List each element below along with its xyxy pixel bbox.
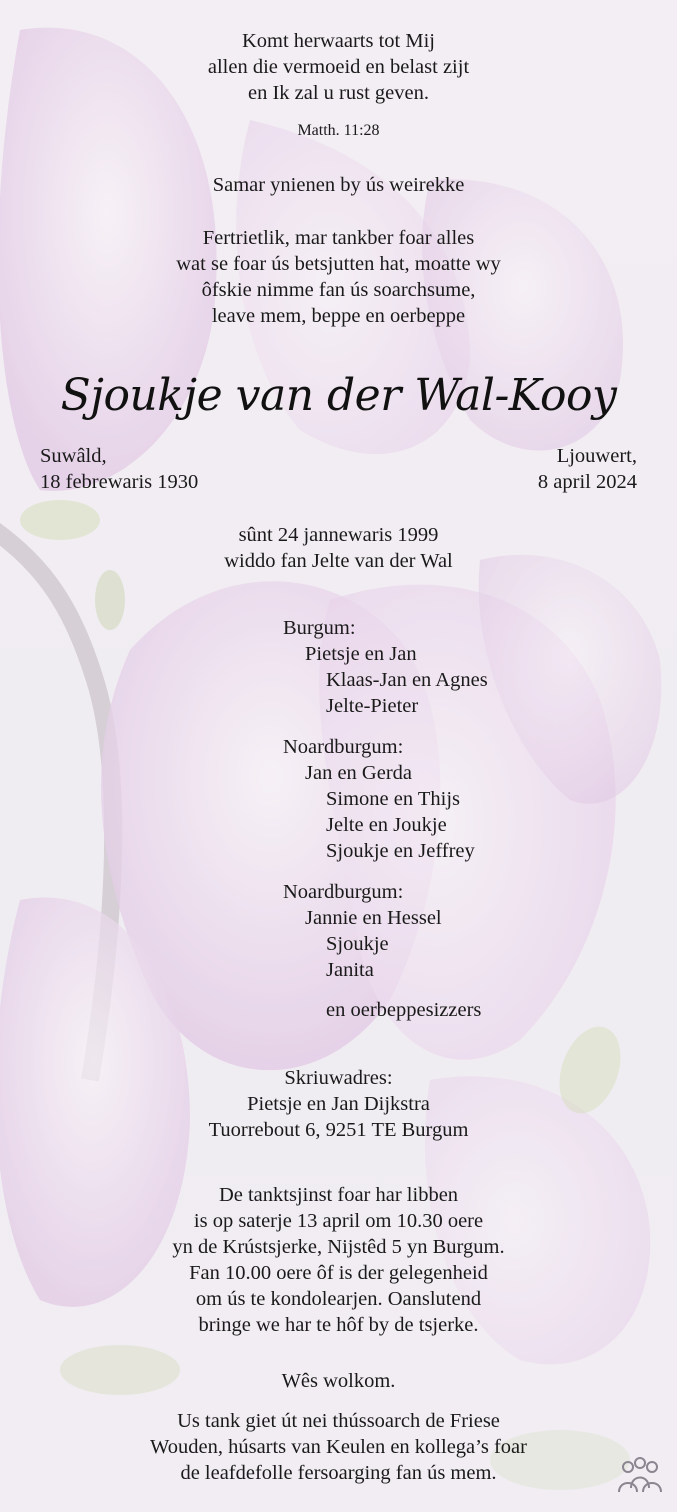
address-line: Tuorrebout 6, 9251 TE Burgum — [208, 1119, 469, 1141]
service-line: De tanktsjinst foar har libben — [218, 1184, 459, 1206]
people-logo-icon — [614, 1454, 666, 1498]
verse-line: Komt herwaarts tot Mij — [241, 30, 435, 52]
family-child: Janita — [326, 959, 374, 981]
welcome-text: Wês wolkom. — [281, 1370, 396, 1392]
family-place: Noardburgum: — [283, 881, 404, 903]
death-place: Ljouwert, — [556, 445, 637, 467]
service-line: om ús te kondolearjen. Oanslutend — [195, 1288, 482, 1310]
bible-verse — [0, 28, 677, 106]
family-child: Klaas-Jan en Agnes — [326, 669, 488, 691]
announcement — [0, 225, 677, 329]
service-line: is op saterje 13 april om 10.30 oere — [193, 1210, 484, 1232]
birth-info — [40, 443, 198, 495]
family-place: Noardburgum: — [283, 736, 404, 758]
family-parents: Jannie en Hessel — [305, 907, 442, 929]
birth-date: 18 febrewaris 1930 — [40, 471, 199, 493]
thanks-text — [0, 1408, 677, 1486]
announcement-line: ôfskie nimme fan ús soarchsume, — [201, 279, 476, 301]
widow-text — [0, 522, 677, 574]
verse-line: allen die vermoeid en belast zijt — [207, 56, 470, 78]
death-info — [538, 443, 637, 495]
announcement-line: wat se foar ús betsjutten hat, moatte wy — [176, 253, 501, 275]
family-child: Jelte-Pieter — [326, 695, 419, 717]
widow-line: widdo fan Jelte van der Wal — [224, 550, 453, 572]
thanks-line: Wouden, húsarts van Keulen en kollega’s foar — [150, 1436, 527, 1458]
family-child: Jelte en Joukje — [326, 814, 447, 836]
thanks-line: de leafdefolle fersoarging fan ús mem. — [180, 1462, 497, 1484]
verse-line: en Ik zal u rust geven. — [247, 82, 430, 104]
service-line: Fan 10.00 oere ôf is der gelegenheid — [189, 1262, 488, 1284]
mailing-address — [0, 1065, 677, 1143]
address-line: Pietsje en Jan Dijkstra — [247, 1093, 430, 1115]
service-line: yn de Krústsjerke, Nijstêd 5 yn Burgum. — [172, 1236, 505, 1258]
family-child: Sjoukje en Jeffrey — [326, 840, 475, 862]
deceased-name: Sjoukje van der Wal-Kooy — [60, 370, 617, 421]
announcement-line: leave mem, beppe en oerbeppe — [211, 305, 466, 327]
family-parents: Jan en Gerda — [305, 762, 413, 784]
service-line: bringe we har te hôf by de tsjerke. — [198, 1314, 479, 1336]
great-grandchildren: en oerbeppesizzers — [326, 999, 482, 1021]
thanks-line: Us tank giet út nei thússoarch de Friese — [177, 1410, 500, 1432]
family-child: Sjoukje — [326, 933, 389, 955]
family-place: Burgum: — [283, 617, 356, 639]
address-line: Skriuwadres: — [284, 1067, 393, 1089]
death-date: 8 april 2024 — [537, 471, 637, 493]
service-info — [0, 1182, 677, 1338]
family-parents: Pietsje en Jan — [305, 643, 417, 665]
widow-line: sûnt 24 jannewaris 1999 — [238, 524, 439, 546]
announcement-line: Fertrietlik, mar tankber foar alles — [202, 227, 475, 249]
family-child: Simone en Thijs — [326, 788, 461, 810]
birth-place: Suwâld, — [40, 445, 107, 467]
verse-reference: Matth. 11:28 — [297, 122, 380, 139]
intro-text: Samar ynienen by ús weirekke — [212, 174, 465, 196]
